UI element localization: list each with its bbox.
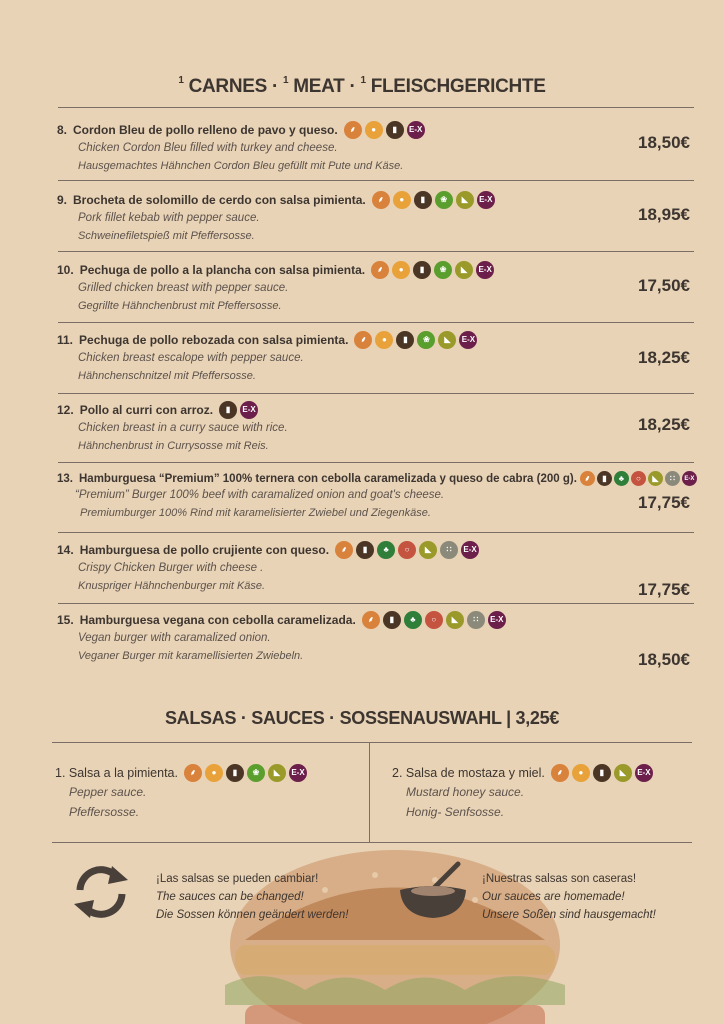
sulfite-icon: E-X — [289, 764, 307, 782]
mustard-icon: ◣ — [456, 191, 474, 209]
sulfite-icon: E-X — [461, 541, 479, 559]
sulfite-icon: E-X — [477, 191, 495, 209]
mustard-icon: ◣ — [614, 764, 632, 782]
milk-icon: ▮ — [413, 261, 431, 279]
egg-icon: ● — [205, 764, 223, 782]
sauce-item: 2. Salsa de mostaza y miel. ⸙ ● ▮ ◣ E-X Mustard honey sauce. Honig- Senfsosse. — [392, 764, 653, 822]
gluten-icon: ⸙ — [551, 764, 569, 782]
celery-icon: ❀ — [247, 764, 265, 782]
refresh-icon — [68, 862, 134, 922]
gluten-icon: ⸙ — [184, 764, 202, 782]
gluten-icon: ⸙ — [335, 541, 353, 559]
price: 18,50€ — [638, 650, 690, 669]
divider — [58, 251, 694, 252]
note-sauces-change: ¡Las salsas se pueden cambiar! The sauces can be changed! Die Sossen können geändert werden! — [156, 873, 349, 921]
menu-item: 13. Hamburguesa “Premium” 100% ternera con cebolla caramelizada y queso de cabra (200 g). ⸙ ▮ ♣ ○ ◣ ∷ E-X “Premium” Burger 100% beef with caramalized onion and goat's cheese. Premiumburger 100% Rind mit karamelisierter Zwiebel und Ziegenkäse. — [57, 471, 697, 522]
divider — [52, 742, 692, 743]
menu-item: 14. Hamburguesa de pollo crujiente con queso. ⸙ ▮ ♣ ○ ◣ ∷ E-X Crispy Chicken Burger with cheese . Knuspriger Hähnchenburger mit Käse. — [57, 541, 697, 595]
sulfite-icon: E-X — [476, 261, 494, 279]
sesame-icon: ○ — [631, 471, 646, 486]
price: 17,50€ — [638, 276, 690, 295]
bowl-icon — [398, 860, 468, 920]
sulfite-icon: E-X — [488, 611, 506, 629]
gluten-icon: ⸙ — [580, 471, 595, 486]
milk-icon: ▮ — [226, 764, 244, 782]
note-homemade: ¡Nuestras salsas son caseras! Our sauces are homemade! Unsere Soßen sind hausgemacht! — [482, 873, 656, 921]
divider — [58, 322, 694, 323]
nuts-icon: ∷ — [440, 541, 458, 559]
sesame-icon: ○ — [398, 541, 416, 559]
price: 17,75€ — [638, 493, 690, 512]
celery-icon: ❀ — [417, 331, 435, 349]
divider-vertical — [369, 742, 370, 842]
celery-icon: ❀ — [435, 191, 453, 209]
menu-item: 12. Pollo al curri con arroz. ▮ E-X Chicken breast in a curry sauce with rice. Hähnchenbrust in Currysosse mit Reis. — [57, 403, 288, 452]
sulfite-icon: E-X — [407, 121, 425, 139]
menu-item: 11. Pechuga de pollo rebozada con salsa pimienta. ⸙ ● ▮ ❀ ◣ E-X Chicken breast escalope with pepper sauce. Hähnchenschnitzel mit Pfeffersosse. — [57, 331, 697, 385]
sulfite-icon: E-X — [459, 331, 477, 349]
soy-icon: ♣ — [377, 541, 395, 559]
sauce-item: 1. Salsa a la pimienta. ⸙ ● ▮ ❀ ◣ E-X Pepper sauce. Pfeffersosse. — [55, 764, 307, 822]
divider — [58, 393, 694, 394]
milk-icon: ▮ — [414, 191, 432, 209]
sulfite-icon: E-X — [682, 471, 697, 486]
milk-icon: ▮ — [386, 121, 404, 139]
sulfite-icon: E-X — [635, 764, 653, 782]
soy-icon: ♣ — [404, 611, 422, 629]
milk-icon: ▮ — [356, 541, 374, 559]
price: 18,25€ — [638, 348, 690, 367]
milk-icon: ▮ — [597, 471, 612, 486]
celery-icon: ❀ — [434, 261, 452, 279]
divider — [58, 603, 694, 604]
price: 18,25€ — [638, 415, 690, 434]
divider — [58, 532, 694, 533]
divider — [58, 180, 694, 181]
gluten-icon: ⸙ — [371, 261, 389, 279]
sulfite-icon: E-X — [240, 401, 258, 419]
mustard-icon: ◣ — [648, 471, 663, 486]
nuts-icon: ∷ — [467, 611, 485, 629]
egg-icon: ● — [392, 261, 410, 279]
milk-icon: ▮ — [396, 331, 414, 349]
nuts-icon: ∷ — [665, 471, 680, 486]
menu-item: 10. Pechuga de pollo a la plancha con salsa pimienta. ⸙ ● ▮ ❀ ◣ E-X Grilled chicken breast with pepper sauce. Gegrillte Hähnchenbrust mit Pfeffersosse. — [57, 261, 697, 315]
menu-item: 15. Hamburguesa vegana con cebolla caramelizada. ⸙ ▮ ♣ ○ ◣ ∷ E-X Vegan burger with caramalized onion. Veganer Burger mit karamellisierten Zwiebeln. — [57, 611, 697, 665]
mustard-icon: ◣ — [419, 541, 437, 559]
section-title-meat: $^1$ CARNES · $^1$ MEAT · $^1$ FLEISCHGERICHTE — [178, 74, 546, 97]
price: 18,50€ — [638, 133, 690, 152]
price: 18,95€ — [638, 205, 690, 224]
divider — [52, 842, 692, 843]
price: 17,75€ — [638, 580, 690, 599]
divider — [58, 107, 694, 108]
egg-icon: ● — [375, 331, 393, 349]
milk-icon: ▮ — [593, 764, 611, 782]
mustard-icon: ◣ — [455, 261, 473, 279]
gluten-icon: ⸙ — [362, 611, 380, 629]
sesame-icon: ○ — [425, 611, 443, 629]
gluten-icon: ⸙ — [354, 331, 372, 349]
mustard-icon: ◣ — [446, 611, 464, 629]
gluten-icon: ⸙ — [372, 191, 390, 209]
divider — [58, 462, 694, 463]
mustard-icon: ◣ — [438, 331, 456, 349]
menu-item: 8. Cordon Bleu de pollo relleno de pavo y queso. ⸙ ● ▮ E-X Chicken Cordon Bleu filled with turkey and cheese. Hausgemachtes Hähnchen Cordon Bleu gefüllt mit Pute und Käse. — [57, 121, 697, 175]
soy-icon: ♣ — [614, 471, 629, 486]
mustard-icon: ◣ — [268, 764, 286, 782]
egg-icon: ● — [365, 121, 383, 139]
egg-icon: ● — [393, 191, 411, 209]
milk-icon: ▮ — [383, 611, 401, 629]
gluten-icon: ⸙ — [344, 121, 362, 139]
milk-icon: ▮ — [219, 401, 237, 419]
egg-icon: ● — [572, 764, 590, 782]
menu-item: 9. Brocheta de solomillo de cerdo con salsa pimienta. ⸙ ● ▮ ❀ ◣ E-X Pork fillet kebab with pepper sauce. Schweinefiletspieß mit Pfeffersosse. — [57, 191, 697, 245]
section-title-sauces: SALSAS · SAUCES · SOSSENAUSWAHL | 3,25€ — [164, 708, 560, 728]
